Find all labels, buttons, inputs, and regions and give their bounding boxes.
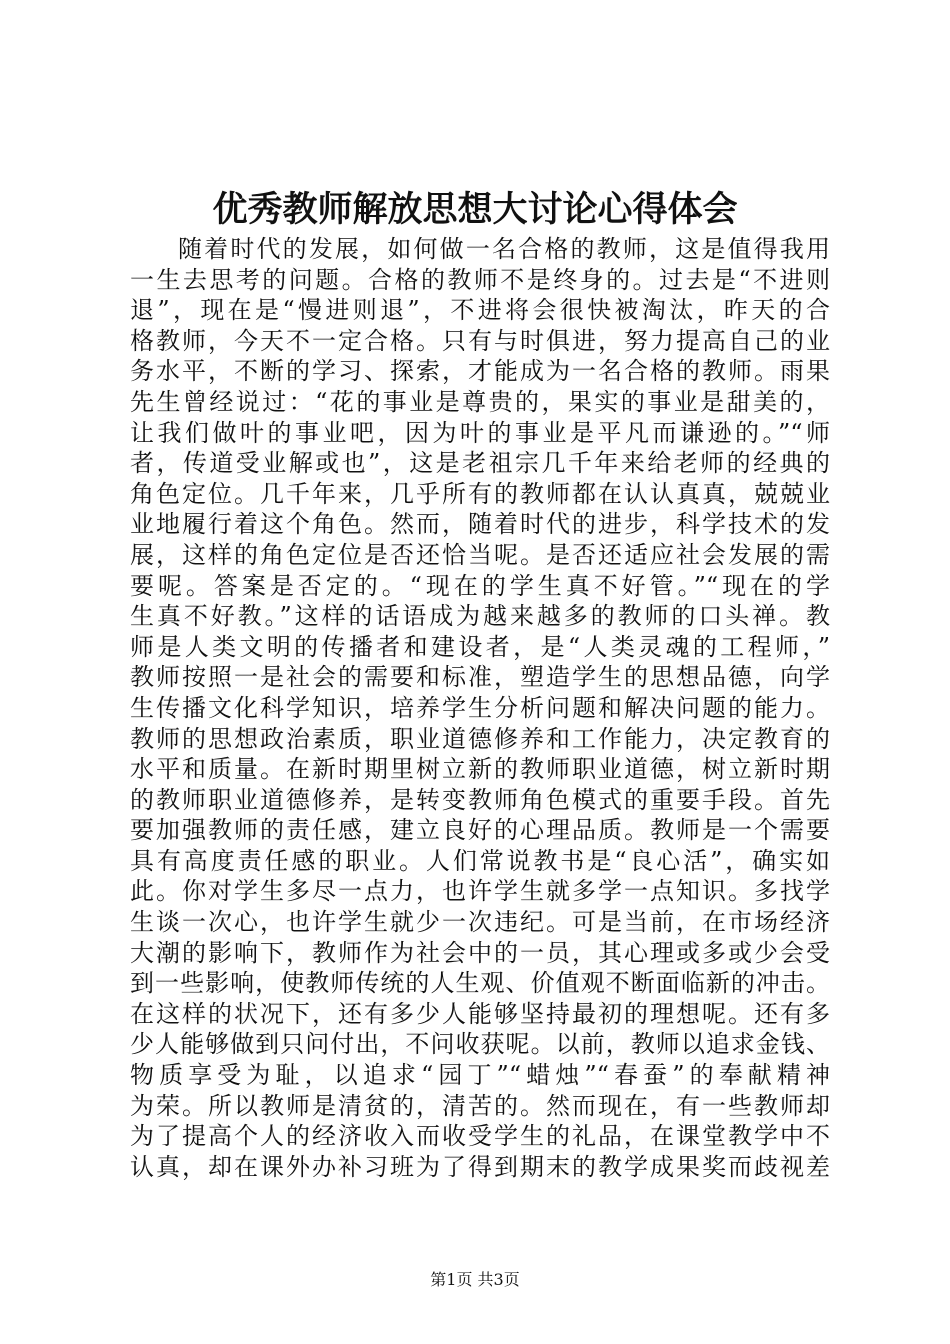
- text-line: 角色定位。几千年来，几乎所有的教师都在认认真真，兢兢业: [130, 479, 830, 508]
- text-line: 要呢。答案是否定的。“现在的学生真不好管。”“现在的学: [130, 571, 830, 600]
- text-line: 师是人类文明的传播者和建设者，是“人类灵魂的工程师，”: [130, 632, 830, 661]
- text-line: 物质享受为耻，以追求“园丁”“蜡烛”“春蚕”的奉献精神: [130, 1061, 830, 1090]
- text-line: 一生去思考的问题。合格的教师不是终身的。过去是“不进则: [130, 265, 830, 294]
- text-line: 为荣。所以教师是清贫的，清苦的。然而现在，有一些教师却: [130, 1091, 830, 1120]
- text-line: 让我们做叶的事业吧，因为叶的事业是平凡而谦逊的。”“师: [130, 418, 830, 447]
- text-line: 到一些影响，使教师传统的人生观、价值观不断面临新的冲击。: [130, 969, 830, 998]
- text-line: 格教师，今天不一定合格。只有与时俱进，努力提高自己的业: [130, 326, 830, 355]
- text-line: 大潮的影响下，教师作为社会中的一员，其心理或多或少会受: [130, 938, 830, 967]
- text-line: 务水平，不断的学习、探索，才能成为一名合格的教师。雨果: [130, 357, 830, 386]
- text-line: 为了提高个人的经济收入而收受学生的礼品，在课堂教学中不: [130, 1122, 830, 1151]
- text-line: 认真，却在课外办补习班为了得到期末的教学成果奖而歧视差: [130, 1152, 830, 1181]
- text-line: 要加强教师的责任感，建立良好的心理品质。教师是一个需要: [130, 816, 830, 845]
- text-line: 水平和质量。在新时期里树立新的教师职业道德，树立新时期: [130, 755, 830, 784]
- text-line: 教师按照一是社会的需要和标准，塑造学生的思想品德，向学: [130, 663, 830, 692]
- text-line: 展，这样的角色定位是否还恰当呢。是否还适应社会发展的需: [130, 540, 830, 569]
- text-line: 的教师职业道德修养，是转变教师角色模式的重要手段。首先: [130, 785, 830, 814]
- text-line: 少人能够做到只问付出，不问收获呢。以前，教师以追求金钱、: [130, 1030, 830, 1059]
- document-title: 优秀教师解放思想大讨论心得体会: [212, 190, 738, 230]
- text-line: 随着时代的发展，如何做一名合格的教师，这是值得我用: [178, 235, 830, 263]
- text-line: 先生曾经说过：“花的事业是尊贵的，果实的事业是甜美的，: [130, 387, 830, 416]
- text-line: 业地履行着这个角色。然而，随着时代的进步，科学技术的发: [130, 510, 830, 539]
- text-line: 生传播文化科学知识，培养学生分析问题和解决问题的能力。: [130, 693, 830, 722]
- text-line: 生真不好教。”这样的话语成为越来越多的教师的口头禅。教: [130, 602, 830, 631]
- text-line: 者，传道受业解或也”，这是老祖宗几千年来给老师的经典的: [130, 449, 830, 478]
- text-line: 具有高度责任感的职业。人们常说教书是“良心活”，确实如: [130, 846, 830, 875]
- text-line: 生谈一次心，也许学生就少一次违纪。可是当前，在市场经济: [130, 908, 830, 937]
- page-number-footer: 第1页 共3页: [430, 1270, 520, 1289]
- text-line: 此。你对学生多尽一点力，也许学生就多学一点知识。多找学: [130, 877, 830, 906]
- text-line: 退”，现在是“慢进则退”，不进将会很快被淘汰，昨天的合: [130, 296, 830, 325]
- text-line: 教师的思想政治素质，职业道德修养和工作能力，决定教育的: [130, 724, 830, 753]
- document-body: [130, 234, 830, 1182]
- text-line: 在这样的状况下，还有多少人能够坚持最初的理想呢。还有多: [130, 999, 830, 1028]
